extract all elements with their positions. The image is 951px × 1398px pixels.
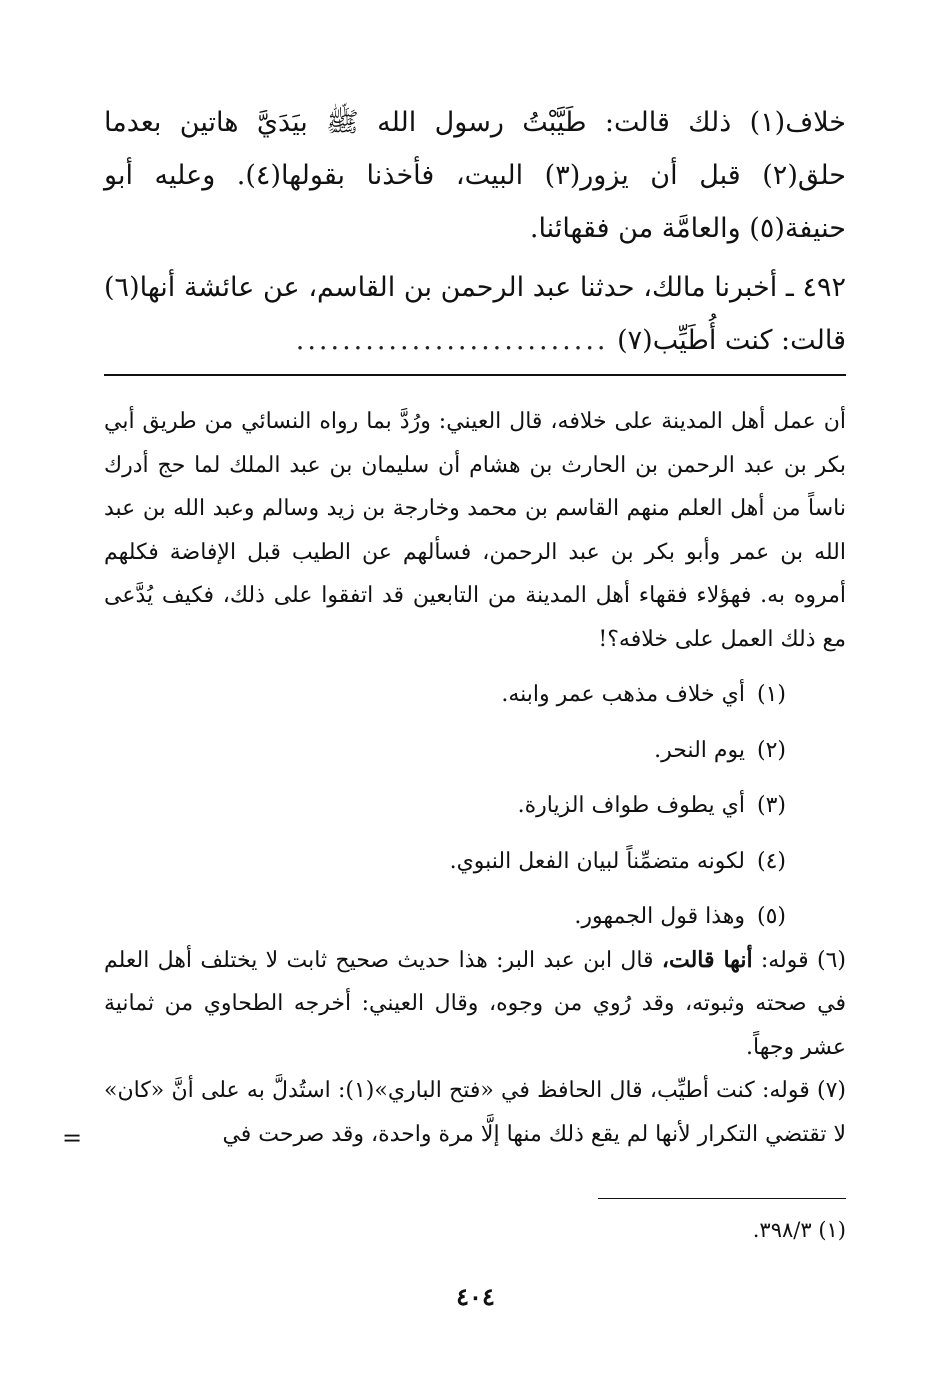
sub-footnote [500,1210,846,1250]
main-text [104,96,846,367]
hadith-text: ٤٩٢ ـ أخبرنا مالك، حدثنا عبد الرحمن بن القاسم، عن عائشة أنها(٦) قالت: كنت أُطَيِّب(٧) [104,272,846,356]
footnote-text: قوله: كنت أطيِّب، قال الحافظ في «فتح الباري»(١): استُدلَّ به على أنَّ «كان» لا تقتضي التكرار لأنها لم يقع ذلك منها إلَّا مرة واحدة، وقد صرحت في [104,1078,846,1147]
footnote-text: أي يطوف طواف الزيارة. [517,793,745,818]
main-paragraph: خلاف(١) ذلك قالت: طَيَّبْتُ رسول الله ﷺ بيَدَيَّ هاتين بعدما حلق(٢) قبل أن يزور(٣) البيت، فأخذنا بقولها(٤). وعليه أبو حنيفة(٥) والعامَّة من فقهائنا. [104,107,846,244]
footnote-lead: قوله: [760,947,809,973]
footnote-text: لكونه متضمِّناً لبيان الفعل النبوي. [449,848,745,874]
footnote-number: (١) [756,682,786,707]
footnote-1 [104,673,786,717]
footnote-7 [104,1069,846,1156]
footnote-bold-quote: أنها قالت، [661,946,753,973]
footnote-number: (٤) [756,848,786,874]
footnote-number: (٦) [816,947,846,973]
sub-footnote-separator [598,1198,846,1199]
footnote-6 [104,939,846,1070]
continuation-mark: = [62,1124,83,1152]
ellipsis-dots: ........................... [295,325,609,356]
footnote-text: يوم النحر. [654,737,745,763]
footnote-5 [104,895,786,939]
footnote-number: (٥) [756,904,786,929]
footnote-text: قال ابن عبد البر: هذا حديث صحيح ثابت لا يختلف أهل العلم في صحته وثبوته، وقد رُوي من وجوه، وقال العيني: أخرجه الطحاوي من ثمانية عشر وجهاً. [104,947,846,1060]
sub-footnote-text: ٣٩٨/٣. [752,1218,812,1242]
footnote-3 [104,784,786,828]
footnote-2 [104,729,786,773]
footnote-separator [104,374,846,376]
footnote-number: (٧) [816,1078,846,1103]
hadith-paragraph [104,261,846,367]
footnote-text: أي خلاف مذهب عمر وابنه. [501,682,745,707]
footnote-list [104,673,846,939]
footnote-4 [104,840,786,884]
footnotes [104,400,846,1156]
footnote-text: وهذا قول الجمهور. [574,904,745,929]
footnote-number: (٢) [756,737,786,763]
footnote-number: (٣) [756,793,786,818]
footnote-continuation: أن عمل أهل المدينة على خلافه، قال العيني: ورُدَّ بما رواه النسائي من طريق أبي بكر بن عبد الرحمن بن الحارث بن هشام أن سليمان بن عبد الملك لما حج أدرك ناساً من أهل العلم منهم القاسم بن محمد وخارجة بن زيد وسالم وعبد الله بن عبد الله بن عمر وأبو بكر بن عبد الرحمن، فسألهم عن الطيب قبل الإفاضة فكلهم أمروه به. فهؤلاء فقهاء أهل المدينة من التابعين قد اتفقوا على ذلك، فكيف يُدَّعى مع ذلك العمل على خلافه؟! [104,409,846,652]
page-number: ٤٠٤ [456,1282,495,1311]
sub-footnote-number: (١) [818,1218,846,1242]
